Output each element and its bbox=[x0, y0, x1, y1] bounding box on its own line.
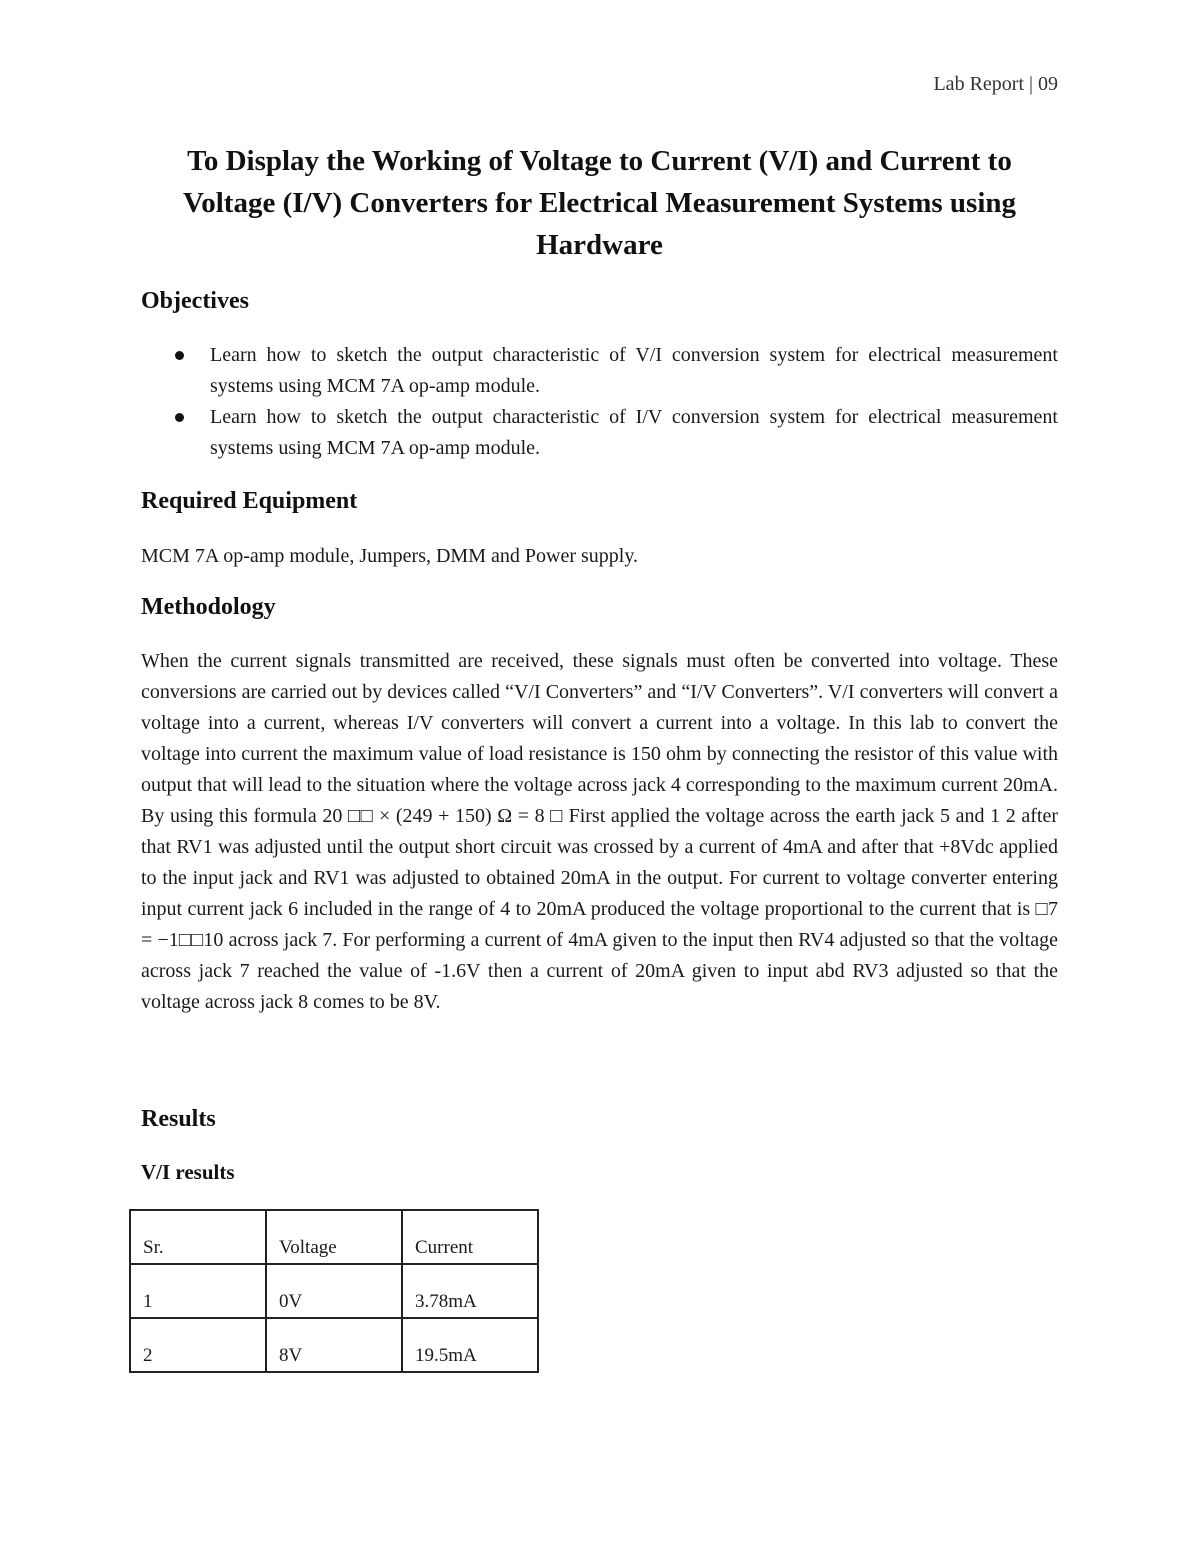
list-item-text: Learn how to sketch the output characteristic of I/V conversion system for electrical measurement systems using MCM 7A op-amp module. bbox=[210, 406, 1058, 459]
table-header-row bbox=[130, 1210, 538, 1264]
table-header-cell: Current bbox=[402, 1210, 538, 1264]
table-cell: 0V bbox=[266, 1264, 402, 1318]
page-header: Lab Report | 09 bbox=[933, 73, 1058, 95]
list-item bbox=[141, 340, 1058, 402]
table-cell: 19.5mA bbox=[402, 1318, 538, 1372]
vi-results-table bbox=[129, 1209, 539, 1373]
document-title: To Display the Working of Voltage to Current (V/I) and Current to Voltage (I/V) Converters for Electrical Measurement Systems using Hardware bbox=[182, 145, 1017, 261]
table-row bbox=[130, 1264, 538, 1318]
table-header-cell: Voltage bbox=[266, 1210, 402, 1264]
objectives-list bbox=[141, 340, 1058, 464]
table-cell: 2 bbox=[130, 1318, 266, 1372]
results-heading: Results bbox=[141, 1106, 216, 1132]
objectives-heading: Objectives bbox=[141, 288, 249, 314]
table-row bbox=[130, 1318, 538, 1372]
list-item bbox=[141, 402, 1058, 464]
table-cell: 1 bbox=[130, 1264, 266, 1318]
table-cell: 3.78mA bbox=[402, 1264, 538, 1318]
table-cell: 8V bbox=[266, 1318, 402, 1372]
methodology-heading: Methodology bbox=[141, 594, 276, 620]
table-header-cell: Sr. bbox=[130, 1210, 266, 1264]
methodology-text: When the current signals transmitted are received, these signals must often be converted into voltage. These conversions are carried out by devices called “V/I Converters” and “I/V Converters”. V/I converters will convert a voltage into a current, whereas I/V converters will convert a current into a voltage. In this lab to convert the voltage into current the maximum value of load resistance is 150 ohm by connecting the resistor of this value with output that will lead to the situation where the voltage across jack 4 corresponding to the maximum current 20mA. By using this formula 20 □□ × (249 + 150) Ω = 8 □ First applied the voltage across the earth jack 5 and 1 2 after that RV1 was adjusted until the output short circuit was crossed by a current of 4mA and after that +8Vdc applied to the input jack and RV1 was adjusted to obtained 20mA in the output. For current to voltage converter entering input current jack 6 included in the range of 4 to 20mA produced the voltage proportional to the current that is □7 = −1□□10 across jack 7. For performing a current of 4mA given to the input then RV4 adjusted so that the voltage across jack 7 reached the value of -1.6V then a current of 20mA given to input abd RV3 adjusted so that the voltage across jack 8 comes to be 8V. bbox=[141, 650, 1058, 1013]
vi-results-subheading: V/I results bbox=[141, 1160, 235, 1184]
bullet-icon bbox=[175, 351, 184, 360]
bullet-icon bbox=[175, 413, 184, 422]
equipment-heading: Required Equipment bbox=[141, 488, 358, 514]
list-item-text: Learn how to sketch the output characteristic of V/I conversion system for electrical measurement systems using MCM 7A op-amp module. bbox=[210, 344, 1058, 397]
equipment-text: MCM 7A op-amp module, Jumpers, DMM and Power supply. bbox=[141, 545, 639, 567]
